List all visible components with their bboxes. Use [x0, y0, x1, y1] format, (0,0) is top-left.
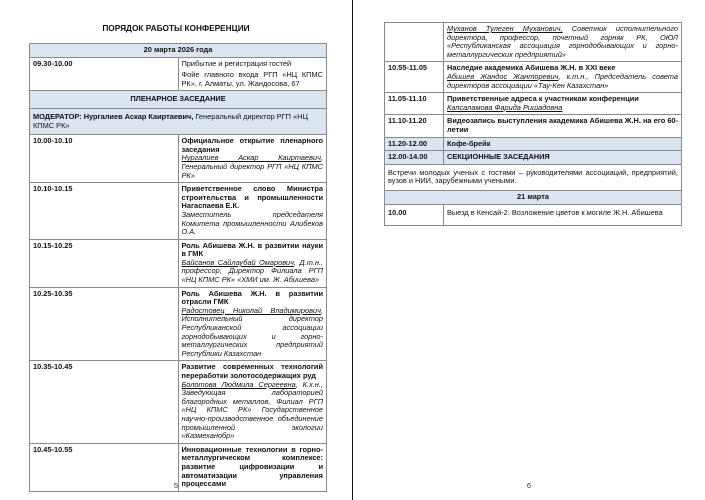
page-6 [353, 0, 705, 500]
moderator-label: МОДЕРАТОР: [33, 111, 82, 121]
talk-title: Наследие академика Абишева Ж.Н. в XXI веке [447, 63, 616, 73]
time-cell: 11.05-11.10 [385, 93, 444, 115]
date-header: 20 марта 2026 года [30, 44, 327, 58]
content-cell [444, 62, 682, 93]
arrival-location: Фойе главного входа РГП «НЦ КПМС РК», г. Алматы, ул. Жандосова, 67 [181, 70, 323, 88]
table-row [385, 115, 682, 137]
table-row [30, 239, 327, 287]
time-cell: 10.25-10.35 [30, 287, 179, 361]
talk-title: Инновационные технологии в горно-металлургическом комплексе: развитие цифровизации и автоматизации управления процессами [181, 444, 323, 489]
content-cell [178, 287, 327, 361]
sections-description: Встречи молодых ученых с гостями – руководителями ассоциаций, предприятий, вузов и НИИ, зарубежными учеными. [385, 164, 682, 190]
speaker-details: , К.х.н., Заведующая лабораторией благородных металлов, Филиал РГП «НЦ КПМС РК» Государственное научно-производственное объединение промышленной экологии «Казмеханобр» [181, 379, 323, 441]
content-cell [444, 115, 682, 137]
time-cell: 10.00-10.10 [30, 135, 179, 183]
time-cell: 10.45-10.55 [30, 443, 179, 491]
talk-title: Роль Абишева Ж.Н. в развитии науки в ГМК [181, 240, 323, 259]
speaker-name: Байсанов Сайлаубай Омарович [181, 257, 294, 267]
content-cell: Выезд в Кенсай-2. Возложение цветов к могиле Ж.Н. Абишева [444, 204, 682, 226]
table-row [385, 93, 682, 115]
time-cell: 11.10-11.20 [385, 115, 444, 137]
plenary-header: ПЛЕНАРНОЕ ЗАСЕДАНИЕ [30, 91, 327, 109]
time-cell: 09.30-10.00 [30, 57, 179, 91]
speaker-name: Нургалиев Аскар Каиртаевич [181, 153, 321, 163]
speaker-details: Заместитель председателя Комитета промышленности Алибеков О.А. [181, 209, 323, 237]
schedule-table-continued [384, 22, 682, 226]
speaker-name: Капсаламова Фарида Ришадовна [447, 102, 563, 112]
talk-title: Приветственные адреса к участникам конференции [447, 94, 639, 104]
table-row [385, 23, 682, 62]
speaker-name: Муханов Тулеген Муханович, [447, 24, 563, 33]
moderator-role: Генеральный директор РГП «НЦ КПМС РК» [33, 111, 308, 130]
time-cell: 10.10-10.15 [30, 183, 179, 240]
speaker-details: , к.т.н., Председатель совета директоров ассоциации «Тау-Кен Казахстан» [447, 71, 678, 90]
content-cell [178, 57, 327, 91]
coffee-break-row [385, 137, 682, 151]
talk-title: Роль Абишева Ж.Н. в развитии отрасли ГМК [181, 288, 323, 307]
sections-row [385, 151, 682, 165]
document-title: ПОРЯДОК РАБОТЫ КОНФЕРЕНЦИИ [102, 23, 250, 33]
talk-title: Развитие современных технологий переработки золотосодержащих руд [181, 362, 323, 380]
time-cell: 10.35-10.45 [30, 361, 179, 443]
table-row [30, 135, 327, 183]
date-header-day2: 21 марта [385, 190, 682, 204]
speaker-name: Болотова Людмила Сергеевна [181, 379, 296, 389]
speaker-details: , Генеральный директор РГП «НЦ КПМС РК» [181, 153, 323, 180]
speaker-details: , Исполнительный директор Республиканской ассоциации горнодобывающих и горно-металлургических предприятий Республики Казахстан [181, 305, 323, 358]
moderator-row [30, 108, 327, 134]
content-cell [444, 93, 682, 115]
content-cell [178, 135, 327, 183]
table-row [30, 183, 327, 240]
speaker-name: Абишев Жандос Жанторевич [447, 71, 559, 81]
table-row [30, 57, 327, 91]
table-row [385, 204, 682, 226]
talk-title: Видеозапись выступления академика Абишева Ж.Н. на его 60-летии [447, 116, 678, 134]
talk-title: Официальное открытие пленарного заседания [181, 136, 323, 154]
table-row [30, 287, 327, 361]
time-cell: 10.55-11.05 [385, 62, 444, 93]
speaker-name: Радостовец Николай Владимирович [181, 305, 321, 315]
time-cell: 11.20-12.00 [385, 137, 444, 151]
speaker-details: , Д.т.н., профессор, Директор Филиала РГП «НЦ КПМС РК» «ХМИ им. Ж. Абишева» [181, 257, 323, 285]
content-cell [178, 361, 327, 443]
content-cell [178, 183, 327, 240]
time-cell [385, 23, 444, 62]
table-row [385, 62, 682, 93]
sections-label: СЕКЦИОННЫЕ ЗАСЕДАНИЯ [444, 151, 682, 165]
arrival-title: Прибытие и регистрация гостей [181, 58, 292, 68]
time-cell: 10.15-10.25 [30, 239, 179, 287]
coffee-break-label: Кофе-брейк [444, 137, 682, 151]
time-cell: 12.00-14.00 [385, 151, 444, 165]
table-row [30, 361, 327, 443]
page-number: 6 [526, 481, 532, 490]
moderator-name: Нургалиев Аскар Каиртаевич, [83, 111, 194, 121]
content-cell [178, 239, 327, 287]
page-5 [0, 0, 352, 500]
page-number: 5 [173, 481, 179, 490]
speaker-details: Советник исполнительного директора, профессор, почетный горняк РК, ОЮЛ «Республиканская ассоциация горнодобывающих и горно-металлургических предприятий» [447, 24, 678, 59]
talk-title: Приветственное слово Министра строительства и промышленности Нагаспаева Е.К. [181, 184, 323, 211]
content-cell [444, 23, 682, 62]
time-cell: 10.00 [385, 204, 444, 226]
schedule-table-day1 [29, 43, 327, 492]
